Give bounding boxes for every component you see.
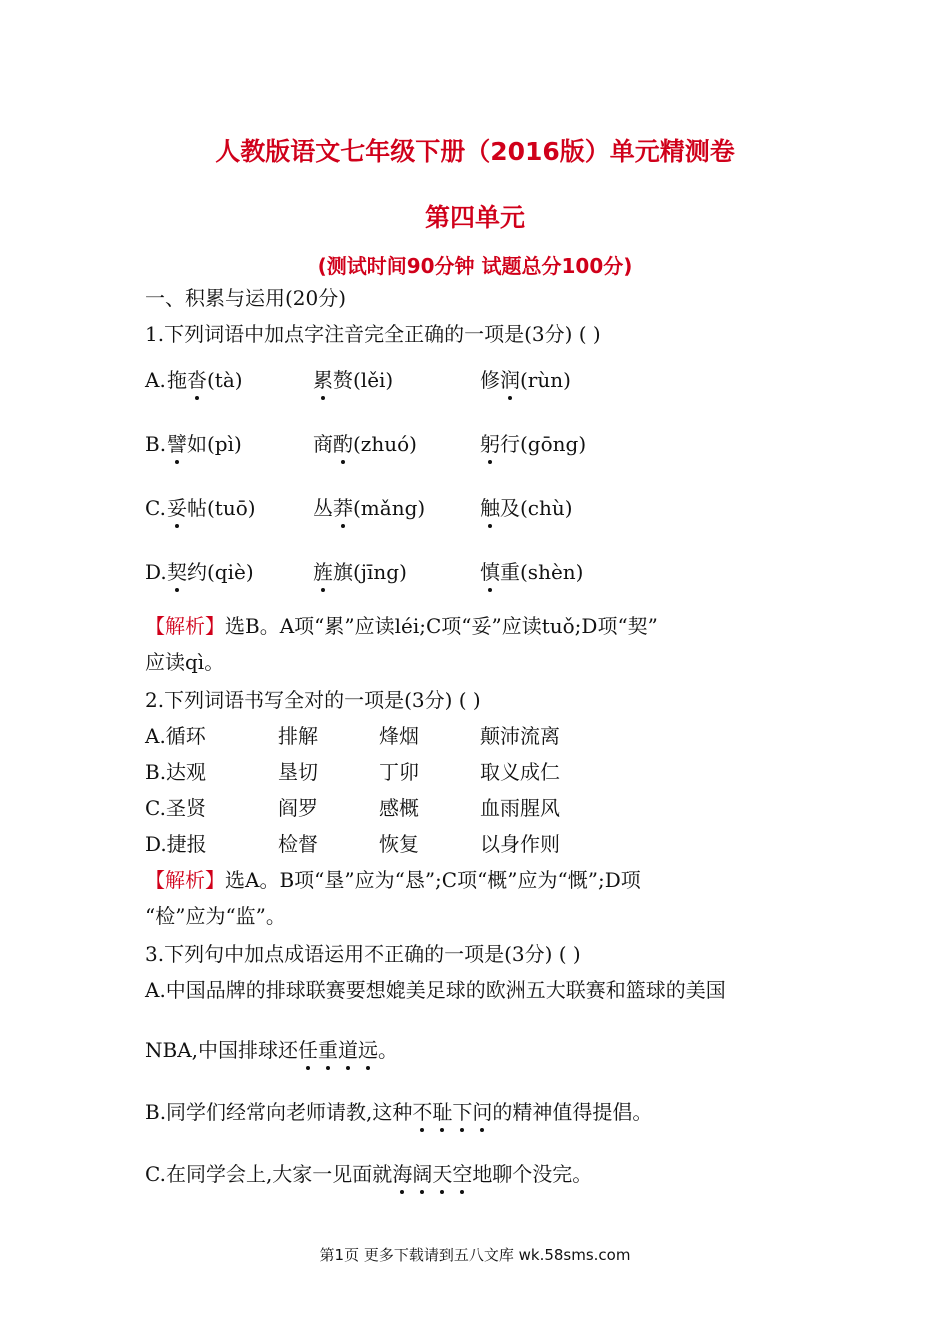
q2-option-b-word3: 丁卯 bbox=[379, 760, 419, 784]
question-1-stem: 1.下列词语中加点字注音完全正确的一项是(3分) ( ) bbox=[145, 322, 601, 346]
q2-option-a-word2: 排解 bbox=[278, 724, 318, 748]
q2-option-c-word2: 阎罗 bbox=[278, 796, 318, 820]
analysis-tag: 【解析】 bbox=[145, 868, 225, 892]
q2-option-c-word3: 感概 bbox=[379, 796, 419, 820]
q2-option-c-word4: 血雨腥风 bbox=[480, 796, 560, 820]
q1-option-b-word1: 譬如(pì) bbox=[167, 432, 242, 456]
page-footer: 第1页 更多下载请到五八文库 wk.58sms.com bbox=[319, 1246, 631, 1264]
q2-option-b-word1: B.达观 bbox=[145, 760, 207, 784]
q1-option-b-word3: 躬行(gōng) bbox=[480, 432, 587, 456]
q3-option-a-cont: NBA,中国排球还任重道远。 bbox=[145, 1038, 398, 1062]
q2-option-a-word1: A.循环 bbox=[145, 724, 206, 748]
q1-option-b-word2: 商酌(zhuó) bbox=[313, 432, 417, 456]
q1-option-c-label: C. bbox=[145, 496, 166, 520]
document-title: 人教版语文七年级下册（2016版）单元精测卷 bbox=[215, 137, 735, 166]
q1-option-c-word2: 丛莽(mǎng) bbox=[313, 496, 426, 520]
q1-option-a-label: A. bbox=[145, 368, 166, 392]
question-2-stem: 2.下列词语书写全对的一项是(3分) ( ) bbox=[145, 688, 481, 712]
q2-option-d-word1: D.捷报 bbox=[145, 832, 207, 856]
q2-option-d-word2: 检督 bbox=[278, 832, 318, 856]
q2-option-c-word1: C.圣贤 bbox=[145, 796, 206, 820]
q2-option-a-word4: 颠沛流离 bbox=[480, 724, 560, 748]
q1-option-d-word2: 旌旗(jīng) bbox=[313, 560, 407, 584]
q2-option-d-word4: 以身作则 bbox=[480, 832, 560, 856]
question-3-stem: 3.下列句中加点成语运用不正确的一项是(3分) ( ) bbox=[145, 942, 581, 966]
analysis-tag: 【解析】 bbox=[145, 614, 225, 638]
test-info: (测试时间90分钟 试题总分100分) bbox=[317, 254, 633, 278]
unit-title: 第四单元 bbox=[424, 203, 525, 232]
q1-analysis: 【解析】选B。A项“累”应读léi;C项“妥”应读tuǒ;D项“契” bbox=[145, 614, 658, 638]
q1-analysis-cont: 应读qì。 bbox=[145, 650, 225, 674]
q2-analysis-cont: “检”应为“监”。 bbox=[145, 904, 286, 928]
q1-option-d-word3: 慎重(shèn) bbox=[480, 560, 584, 584]
q2-analysis: 【解析】选A。B项“垦”应为“恳”;C项“概”应为“慨”;D项 bbox=[145, 868, 641, 892]
q1-option-a-word1: 拖沓(tà) bbox=[167, 368, 243, 392]
q1-option-a-word2: 累赘(lěi) bbox=[313, 368, 394, 392]
q1-option-c-word1: 妥帖(tuō) bbox=[167, 496, 256, 520]
q3-option-a: A.中国品牌的排球联赛要想媲美足球的欧洲五大联赛和篮球的美国 bbox=[145, 978, 726, 1002]
q3-option-b: B.同学们经常向老师请教,这种不耻下问的精神值得提倡。 bbox=[145, 1100, 653, 1124]
q1-option-d-word1: 契约(qiè) bbox=[167, 560, 254, 584]
q2-option-b-word4: 取义成仁 bbox=[480, 760, 560, 784]
q2-option-b-word2: 垦切 bbox=[278, 760, 318, 784]
q2-option-d-word3: 恢复 bbox=[379, 832, 419, 856]
section-heading: 一、积累与运用(20分) bbox=[145, 286, 347, 310]
q3-option-c: C.在同学会上,大家一见面就海阔天空地聊个没完。 bbox=[145, 1162, 593, 1186]
q1-option-b-label: B. bbox=[145, 432, 167, 456]
q1-option-d-label: D. bbox=[145, 560, 167, 584]
q2-option-a-word3: 烽烟 bbox=[379, 724, 419, 748]
q1-option-c-word3: 触及(chù) bbox=[480, 496, 573, 520]
q1-option-a-word3: 修润(rùn) bbox=[480, 368, 571, 392]
